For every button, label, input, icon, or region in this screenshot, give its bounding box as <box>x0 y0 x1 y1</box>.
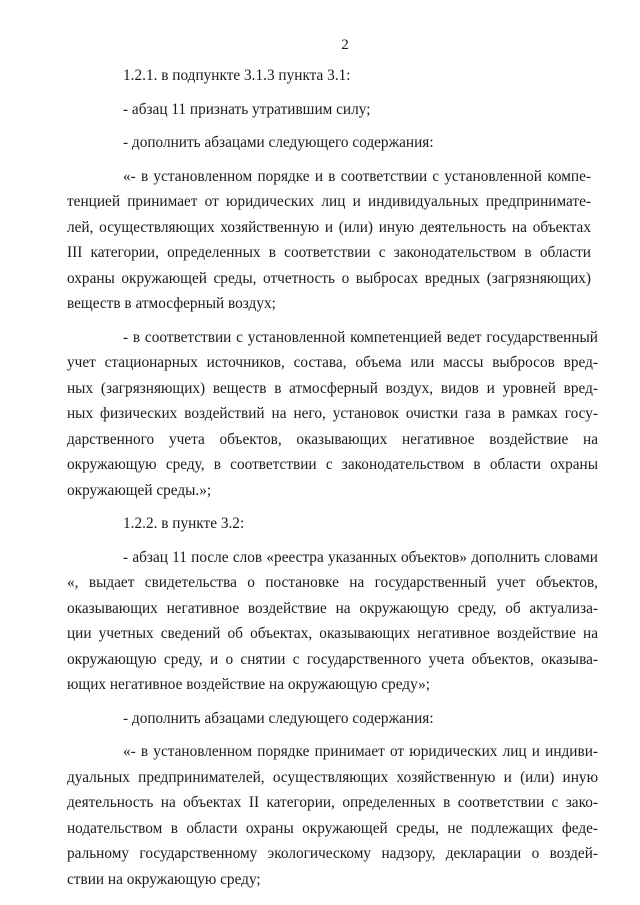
paragraph <box>123 63 598 89</box>
text-line: - дополнить абзацами следующего содержания: <box>123 134 434 151</box>
paragraph <box>67 545 598 698</box>
text-line: 1.2.2. в пункте 3.2: <box>123 515 245 532</box>
text-line: лей, осуществляющих хозяйственную и (или) иную деятельность на объектах <box>67 218 591 236</box>
paragraph <box>123 97 598 123</box>
text-line: охраны окружающей среды, отчетность о выбросах вредных (загрязняющих) <box>67 269 591 287</box>
text-line: учет стационарных источников, состава, объема или массы выбросов вред- <box>67 354 598 371</box>
paragraph <box>123 706 598 732</box>
paragraph <box>67 325 598 504</box>
text-line: - дополнить абзацами следующего содержания: <box>123 709 434 727</box>
text-line: - абзац 11 признать утратившим силу; <box>123 100 371 118</box>
text-line: «- в установленном порядке и в соответствии с установленной компе- <box>123 167 591 185</box>
text-line: ющих негативное воздействие на окружающую среду»; <box>67 676 431 693</box>
text-line: 1.2.1. в подпункте 3.1.3 пункта 3.1: <box>123 67 351 84</box>
text-line: дарственного учета объектов, оказывающих негативное воздействие на <box>67 430 598 448</box>
text-line: оказывающих негативное воздействие на окружающую среду, об актуализа- <box>67 599 598 617</box>
text-line: ных (загрязняющих) веществ в атмосферный воздух, видов и уровней вред- <box>67 379 598 397</box>
text-line: окружающей среды.»; <box>67 481 212 499</box>
text-line: дуальных предпринимателей, осуществляющих хозяйственную и (или) иную <box>67 768 598 786</box>
paragraph <box>67 164 598 317</box>
text-line: тенцией принимает от юридических лиц и индивидуальных предпринимате- <box>67 193 591 210</box>
text-line: «- в установленном порядке принимает от юридических лиц и индиви- <box>123 743 598 760</box>
text-line: окружающую среду, в соответствии с законодательством в области охраны <box>67 456 598 473</box>
text-line: ствии на окружающую среду; <box>67 870 261 888</box>
paragraph <box>123 511 598 537</box>
text-line: ции учетных сведений об объектах, оказывающих негативное воздействие на <box>67 625 598 642</box>
paragraph <box>67 739 598 892</box>
text-line: «, выдает свидетельства о постановке на государственный учет объектов, <box>67 574 598 591</box>
text-line: нодательством в области охраны окружающей среды, не подлежащих феде- <box>67 819 598 837</box>
text-line: ральному государственному экологическому надзору, декларации о воздей- <box>67 845 598 862</box>
page-number: 2 <box>341 37 349 53</box>
text-line: веществ в атмосферный воздух; <box>67 295 276 312</box>
paragraph <box>123 130 598 156</box>
document-body <box>67 63 598 900</box>
text-line: III категории, определенных в соответствии с законодательством в области <box>67 244 591 261</box>
text-line: - абзац 11 после слов «реестра указанных объектов» дополнить словами <box>123 548 598 566</box>
quoted-block <box>67 164 598 317</box>
text-line: окружающую среду, и о снятии с государственного учета объектов, оказыва- <box>67 650 598 668</box>
text-line: деятельность на объектах II категории, определенных в соответствии с зако- <box>67 794 598 811</box>
text-line: - в соответствии с установленной компетенцией ведет государственный <box>123 328 598 346</box>
text-line: ных физических воздействий на него, установок очистки газа в рамках госу- <box>67 405 598 422</box>
